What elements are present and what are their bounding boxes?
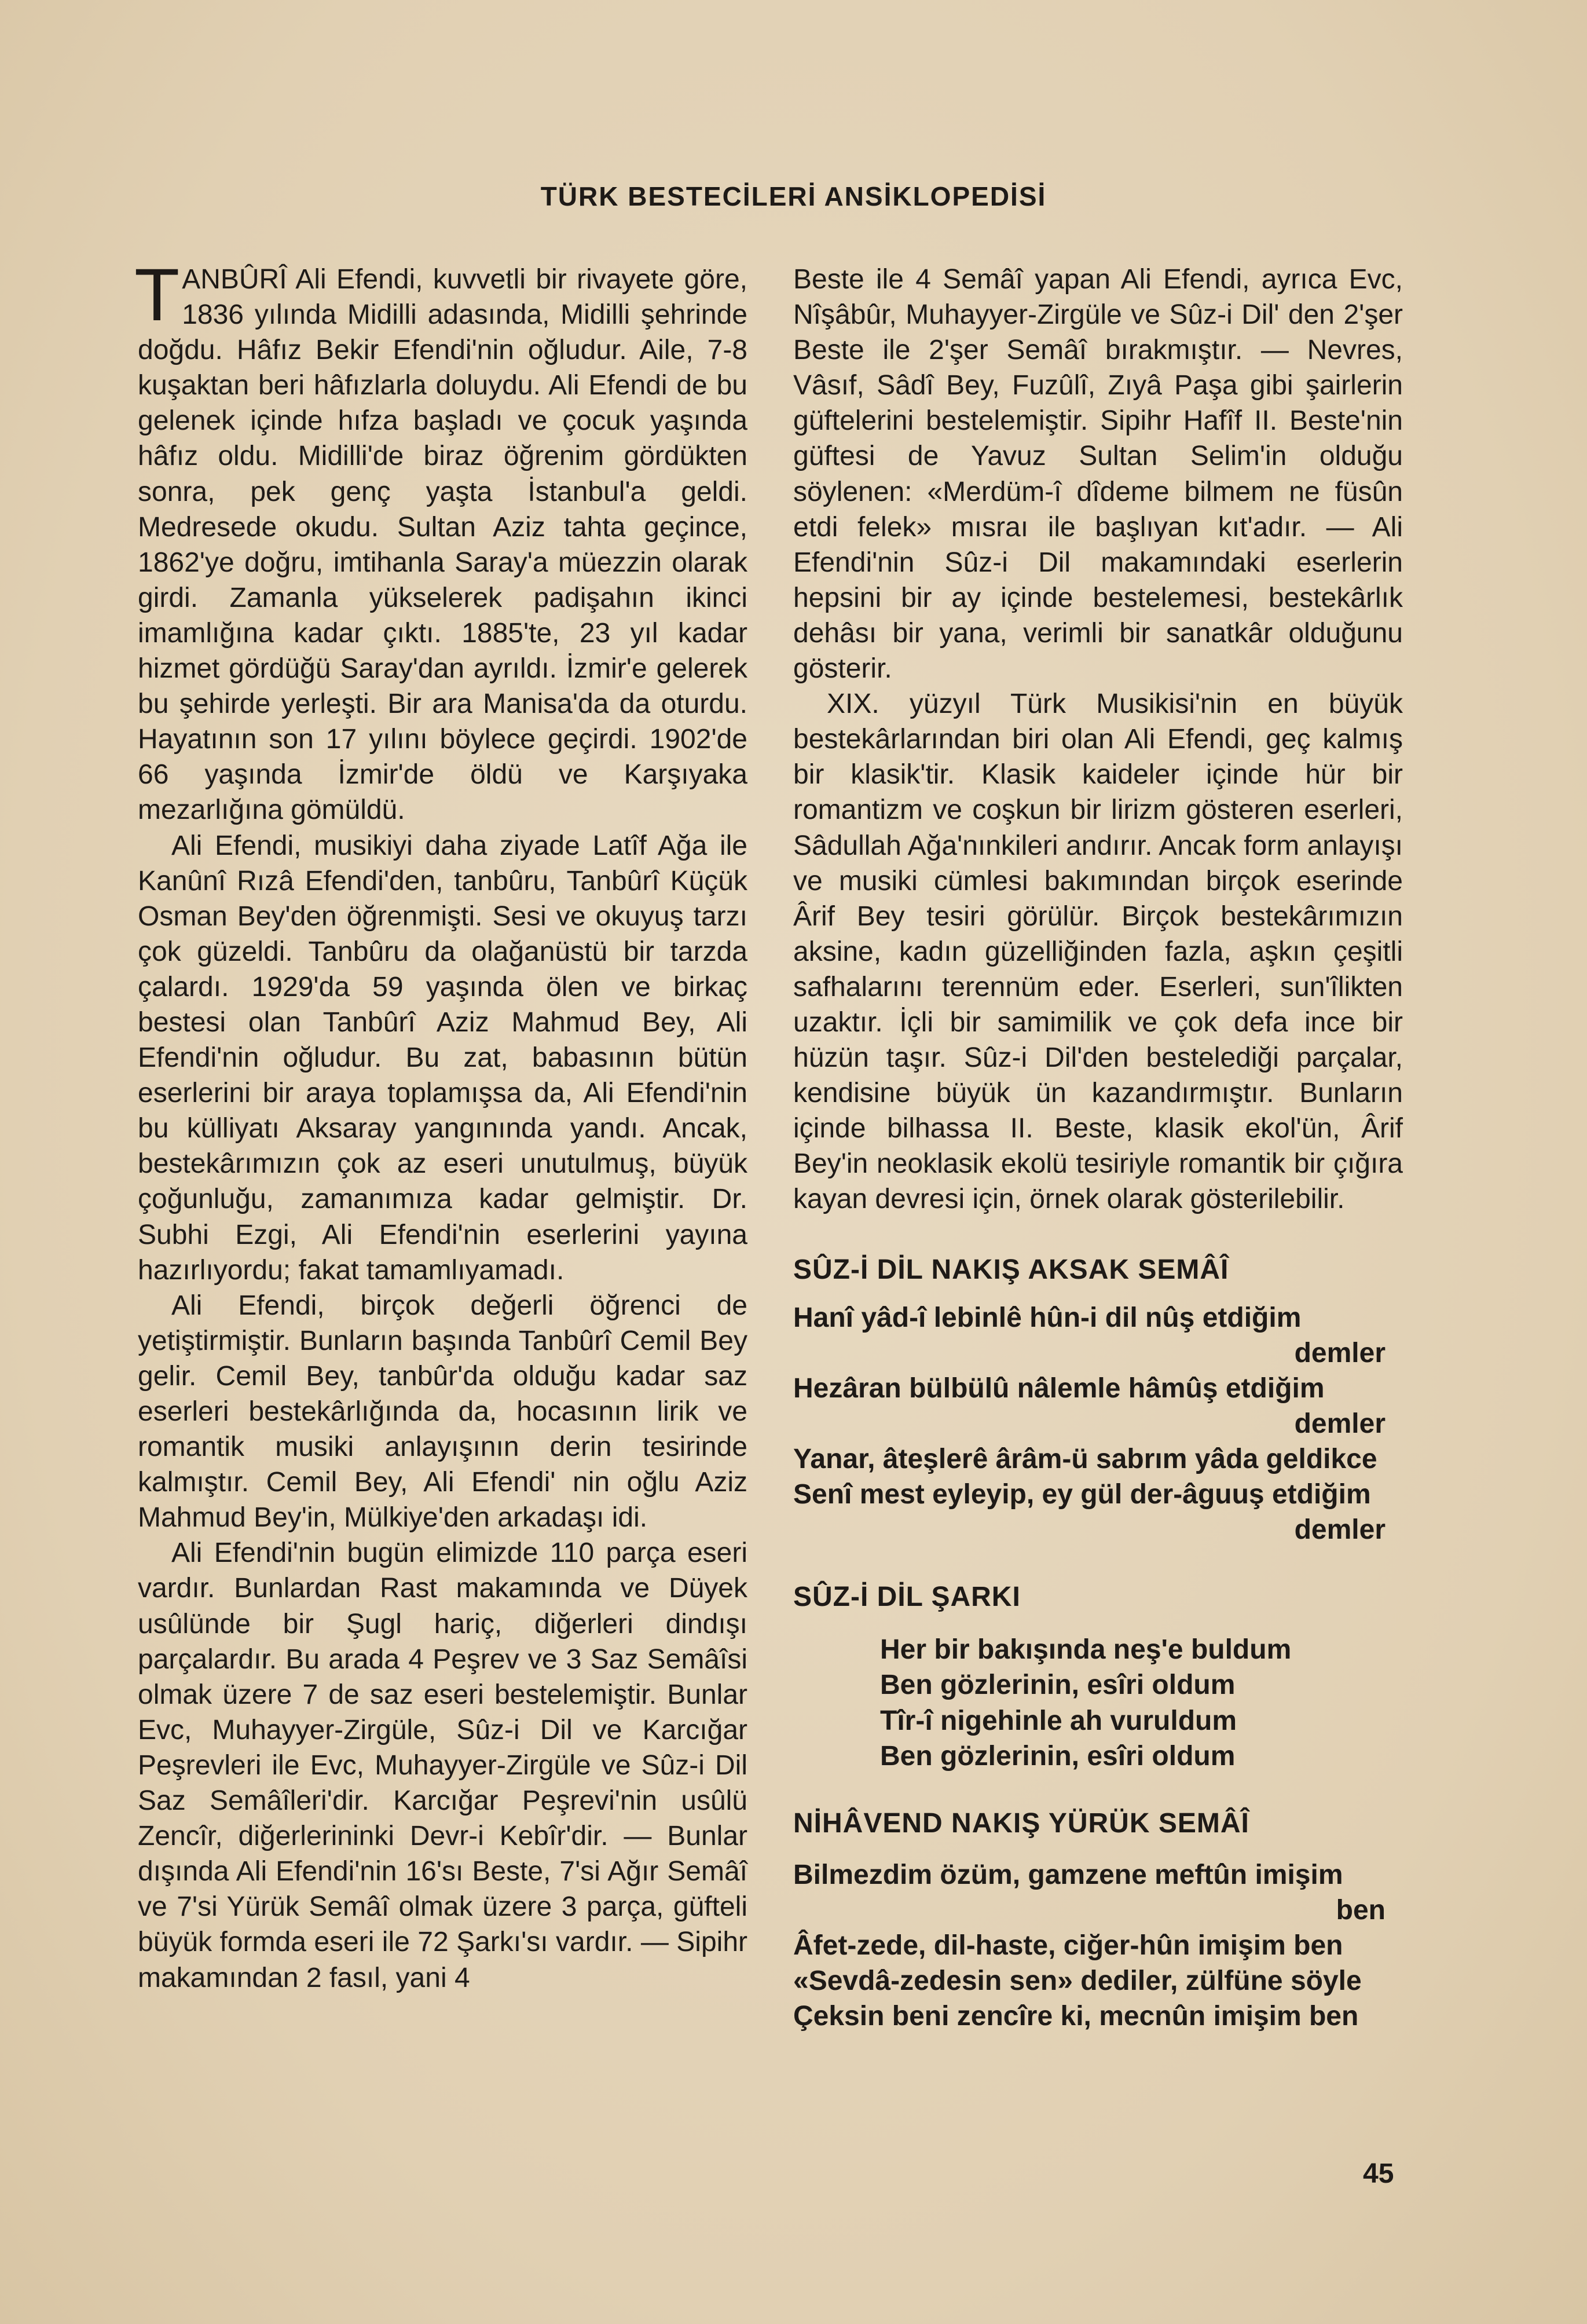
article-left-column	[134, 254, 747, 1996]
poem-line: Bilmezdim özüm, gamzene meftûn imişim	[793, 1859, 1343, 1890]
drop-cap: T	[134, 254, 180, 336]
page-header: TÜRK BESTECİLERİ ANSİKLOPEDİSİ	[540, 181, 1047, 211]
poem-line: Hezâran bülbülû nâlemle hâmûş etdiğim	[793, 1373, 1325, 1404]
poem-line: Hanî yâd-î lebinlê hûn-i dil nûş etdiğim	[793, 1302, 1302, 1333]
article-paragraph: Beste ile 4 Semâî yapan Ali Efendi, ayrıca Evc, Nîşâbûr, Muhayyer-Zirgüle ve Sûz-i Dil' den 2'şer Beste ile 2'şer Semâî bırakmıştır. — Nevres, Vâsıf, Sâdî Bey, Fuzûlî, Zıyâ Paşa gibi şairlerin güftelerini bestelemiştir. Sipihr Hafîf II. Beste'nin güftesi de Yavuz Sultan Selim'in olduğu söylenen: «Merdüm-î dîdeme bilmem ne füsûn etdi felek» mısraı ile başlıyan kıt'adır. — Ali Efendi'nin Sûz-i Dil makamındaki eserlerin hepsini bir ay içinde bestelemesi, bestekârlık dehâsı bir yana, verimli bir sanatkâr olduğunu gösterir.	[793, 264, 1403, 685]
poem-line: Her bir bakışında neş'e buldum	[880, 1634, 1292, 1666]
poem-line: «Sevdâ-zedesin sen» dediler, zülfüne söyle	[793, 1966, 1362, 1997]
poem-line-continuation: demler	[1294, 1514, 1386, 1546]
poem-line-continuation: ben	[1336, 1894, 1386, 1926]
poem-line: Ben gözlerinin, esîri oldum	[880, 1670, 1236, 1701]
poem-title: SÛZ-İ DİL ŞARKI	[793, 1582, 1021, 1613]
article-paragraph: Ali Efendi, birçok değerli öğrenci de yetiştirmiştir. Bunların başında Tanbûrî Cemil Bey gelir. Cemil Bey, tanbûr'da olduğu kadar saz eserleri bestekârlığında da, hocasının lirik ve romantik musiki anlayışının derin tesirinde kalmıştır. Cemil Bey, Ali Efendi' nin oğlu Aziz Mahmud Bey'in, Mülkiye'den arkadaşı idi.	[138, 1290, 747, 1534]
article-paragraph: Ali Efendi'nin bugün elimizde 110 parça eseri vardır. Bunlardan Rast makamında ve Düyek usûlünde bir Şugl hariç, diğerleri dindışı parçalardır. Bu arada 4 Peşrev ve 3 Saz Semâîsi olmak üzere 7 de saz eseri bestelemiştir. Bunlar Evc, Muhayyer-Zirgüle, Sûz-i Dil ve Karcığar Peşrevleri ile Evc, Muhayyer-Zirgüle ve Sûz-i Dil Saz Semâîleri'dir. Karcığar Peşrevi'nin usûlü Zencîr, diğerlerininki Devr-i Kebîr'dir. — Bunlar dışında Ali Efendi'nin 16'sı Beste, 7'si Ağır Semâî ve 7'si Yürük Semâî olmak üzere 3 parça, güfteli büyük formda eseri ile 72 Şarkı'sı vardır. — Sipihr makamından 2 fasıl, yani 4	[138, 1538, 747, 1993]
poem-suzidil-aksak-semai	[793, 1300, 1403, 1548]
article-right-column	[793, 262, 1403, 2034]
poem-line: Âfet-zede, dil-haste, ciğer-hûn imişim ben	[793, 1930, 1343, 1961]
poem-line: Çeksin beni zencîre ki, mecnûn imişim ben	[793, 2001, 1359, 2032]
poem-title: NİHÂVEND NAKIŞ YÜRÜK SEMÂÎ	[793, 1807, 1249, 1839]
page-number: 45	[1363, 2158, 1394, 2189]
article-paragraph: XIX. yüzyıl Türk Musikisi'nin en büyük bestekârlarından biri olan Ali Efendi, geç kalmış bir klasik'tir. Klasik kaideler içinde hür bir romantizm ve coşkun bir lirizm gösteren eserleri, Sâdullah Ağa'nınkileri andırır. Ancak form anlayışı ve musiki cümlesi bakımından birçok eserinde Ârif Bey tesiri görülür. Birçok bestekârımızın aksine, kadın güzelliğinden fazla, aşkın çeşitli safhalarını terennüm eder. Eserleri, sun'îlikten uzaktır. İçli bir samimilik ve çok defa ince bir hüzün taşır. Sûz-i Dil'den bestelediği parçalar, kendisine büyük ün kazandırmıştır. Bunların içinde bilhassa II. Beste, klasik ekol'ün, Ârif Bey'in neoklasik ekolü tesiriyle romantik bir çığıra kayan devresi için, örnek olarak gösterilebilir.	[793, 689, 1403, 1215]
article-paragraph: Ali Efendi, musikiyi daha ziyade Latîf Ağa ile Kanûnî Rızâ Efendi'den, tanbûru, Tanbûrî Küçük Osman Bey'den öğrenmişti. Sesi ve okuyuş tarzı çok güzeldi. Tanbûru da olağanüstü bir tarzda çalardı. 1929'da 59 yaşında ölen ve birkaç bestesi olan Tanbûrî Aziz Mahmud Bey, Ali Efendi'nin oğludur. Bu zat, babasının bütün eserlerini bir araya toplamışsa da, Ali Efendi'nin bu külliyatı Aksaray yangınında yandı. Ancak, bestekârımızın çok az eseri unutulmuş, büyük çoğunluğu, zamanımıza kadar gelmiştir. Dr. Subhi Ezgi, Ali Efendi'nin eserlerini yayına hazırlıyordu; fakat tamamlıyamadı.	[138, 830, 747, 1286]
poem-line: Ben gözlerinin, esîri oldum	[880, 1740, 1236, 1772]
poem-line-continuation: demler	[1294, 1337, 1386, 1368]
poem-title: SÛZ-İ DİL NAKIŞ AKSAK SEMÂÎ	[793, 1254, 1229, 1285]
poem-line: Senî mest eyleyip, ey gül der-âguuş etdiğim	[793, 1479, 1371, 1510]
poem-suzidil-sarki	[793, 1632, 1403, 1773]
poem-line: Yanar, âteşlerê ârâm-ü sabrım yâda geldikce	[793, 1444, 1377, 1474]
article-paragraph: TANBÛRÎ Ali Efendi, kuvvetli bir rivayete göre, 1836 yılında Midilli adasında, Midilli şehrinde doğdu. Hâfız Bekir Efendi'nin oğludur. Aile, 7-8 kuşaktan beri hâfızlarla doluydu. Ali Efendi de bu gelenek içinde hıfza başladı ve çocuk yaşında hâfız oldu. Midilli'de biraz öğrenim gördükten sonra, pek genç yaşta İstanbul'a geldi. Medresede okudu. Sultan Aziz tahta geçince, 1862'ye doğru, imtihanla Saray'a müezzin olarak girdi. Zamanla yükselerek padişahın ikinci imamlığına kadar çıktı. 1885'te, 23 yıl kadar hizmet gördüğü Saray'dan ayrıldı. İzmir'e gelerek bu şehirde yerleşti. Bir ara Manisa'da da oturdu. Hayatının son 17 yılını böylece geçirdi. 1902'de 66 yaşında İzmir'de öldü ve Karşıyaka mezarlığına gömüldü.	[134, 254, 747, 826]
poem-line-continuation: demler	[1294, 1408, 1386, 1439]
poem-nihavend-yuruk-semai	[793, 1857, 1403, 2034]
poem-line: Tîr-î nigehinle ah vuruldum	[880, 1705, 1237, 1736]
